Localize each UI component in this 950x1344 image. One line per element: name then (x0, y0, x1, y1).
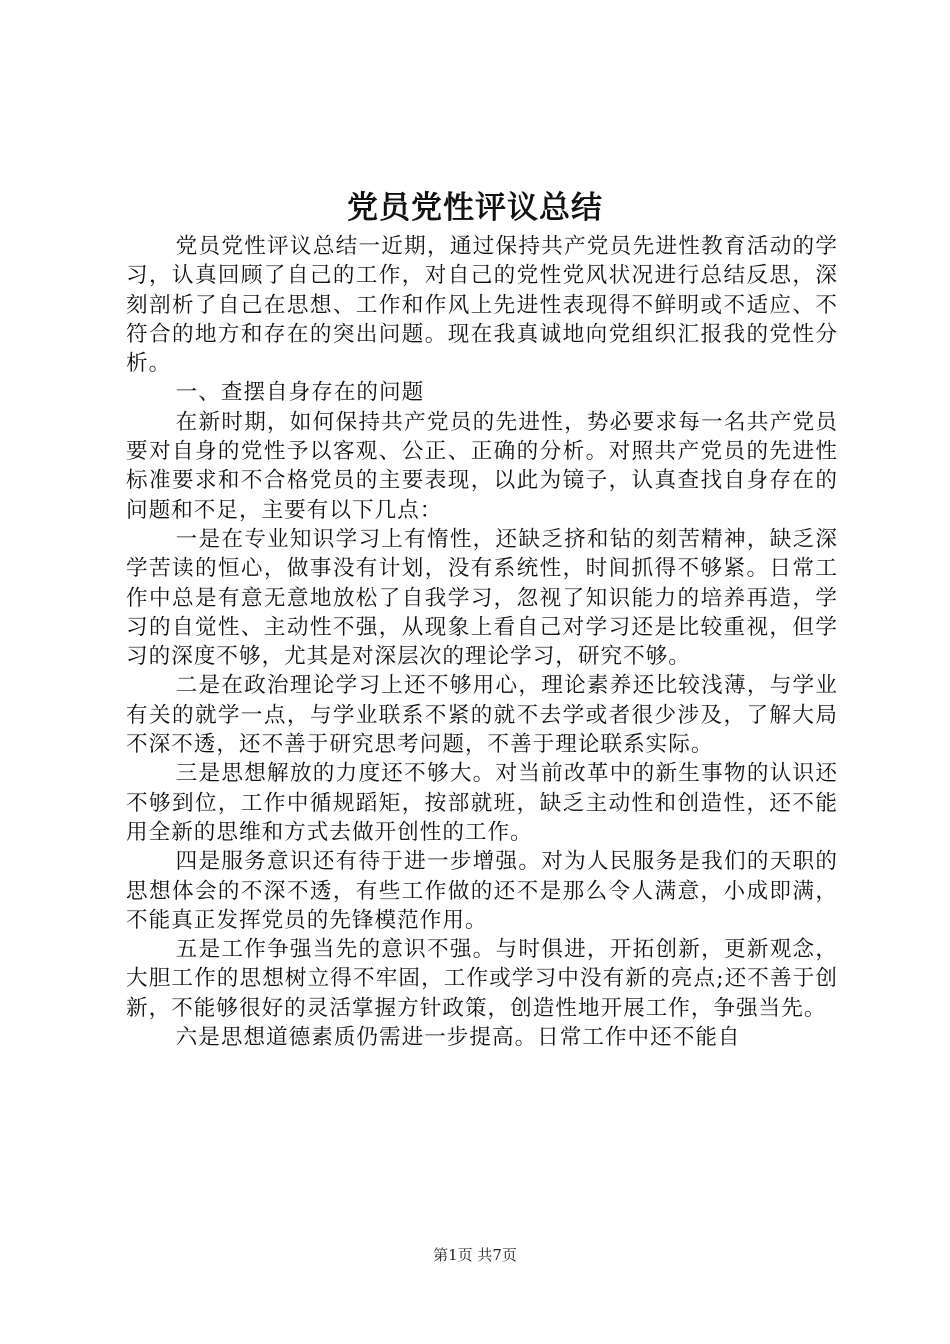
document-title: 党员党性评议总结 (347, 190, 603, 226)
section-heading: 一、查摆自身存在的问题 (175, 380, 425, 406)
document-body (126, 232, 838, 1052)
paragraph-point-1: 一是在专业知识学习上有惰性，还缺乏挤和钻的刻苦精神，缺乏深学苦读的恒心，做事没有计划，没有系统性，时间抓得不够紧。日常工作中总是有意无意地放松了自我学习，忽视了知识能力的培养再造，学习的自觉性、主动性不强，从现象上看自己对学习还是比较重视，但学习的深度不够，尤其是对深层次的理论学习，研究不够。 (126, 526, 838, 670)
paragraph-point-6: 六是思想道德素质仍需进一步提高。日常工作中还不能自 (175, 1025, 741, 1051)
paragraph-point-4: 四是服务意识还有待于进一步增强。对为人民服务是我们的天职的思想体会的不深不透，有些工作做的还不是那么令人满意，小成即满，不能真正发挥党员的先锋模范作用。 (126, 849, 838, 933)
paragraph-point-2: 二是在政治理论学习上还不够用心，理论素养还比较浅薄，与学业有关的就学一点，与学业联系不紧的就不去学或者很少涉及，了解大局不深不透，还不善于研究思考问题，不善于理论联系实际。 (126, 673, 838, 758)
paragraph-intro: 党员党性评议总结一近期，通过保持共产党员先进性教育活动的学习，认真回顾了自己的工作，对自己的党性党风状况进行总结反思，深刻剖析了自己在思想、工作和作风上先进性表现得不鲜明或不适应、不符合的地方和存在的突出问题。现在我真诚地向党组织汇报我的党性分析。 (126, 234, 838, 377)
paragraph-point-3: 三是思想解放的力度还不够大。对当前改革中的新生事物的认识还不够到位，工作中循规蹈矩，按部就班，缺乏主动性和创造性，还不能用全新的思维和方式去做开创性的工作。 (126, 761, 838, 845)
paragraph-overview: 在新时期，如何保持共产党员的先进性，势必要求每一名共产党员要对自身的党性予以客观、公正、正确的分析。对照共产党员的先进性标准要求和不合格党员的主要表现，以此为镜子，认真查找自身存在的问题和不足，主要有以下几点： (126, 409, 838, 523)
page-footer: 第1页 共7页 (433, 1246, 517, 1264)
paragraph-point-5: 五是工作争强当先的意识不强。与时俱进，开拓创新，更新观念，大胆工作的思想树立得不牢固，工作或学习中没有新的亮点;还不善于创新，不能够很好的灵活掌握方针政策，创造性地开展工作，争强当先。 (126, 937, 838, 1021)
